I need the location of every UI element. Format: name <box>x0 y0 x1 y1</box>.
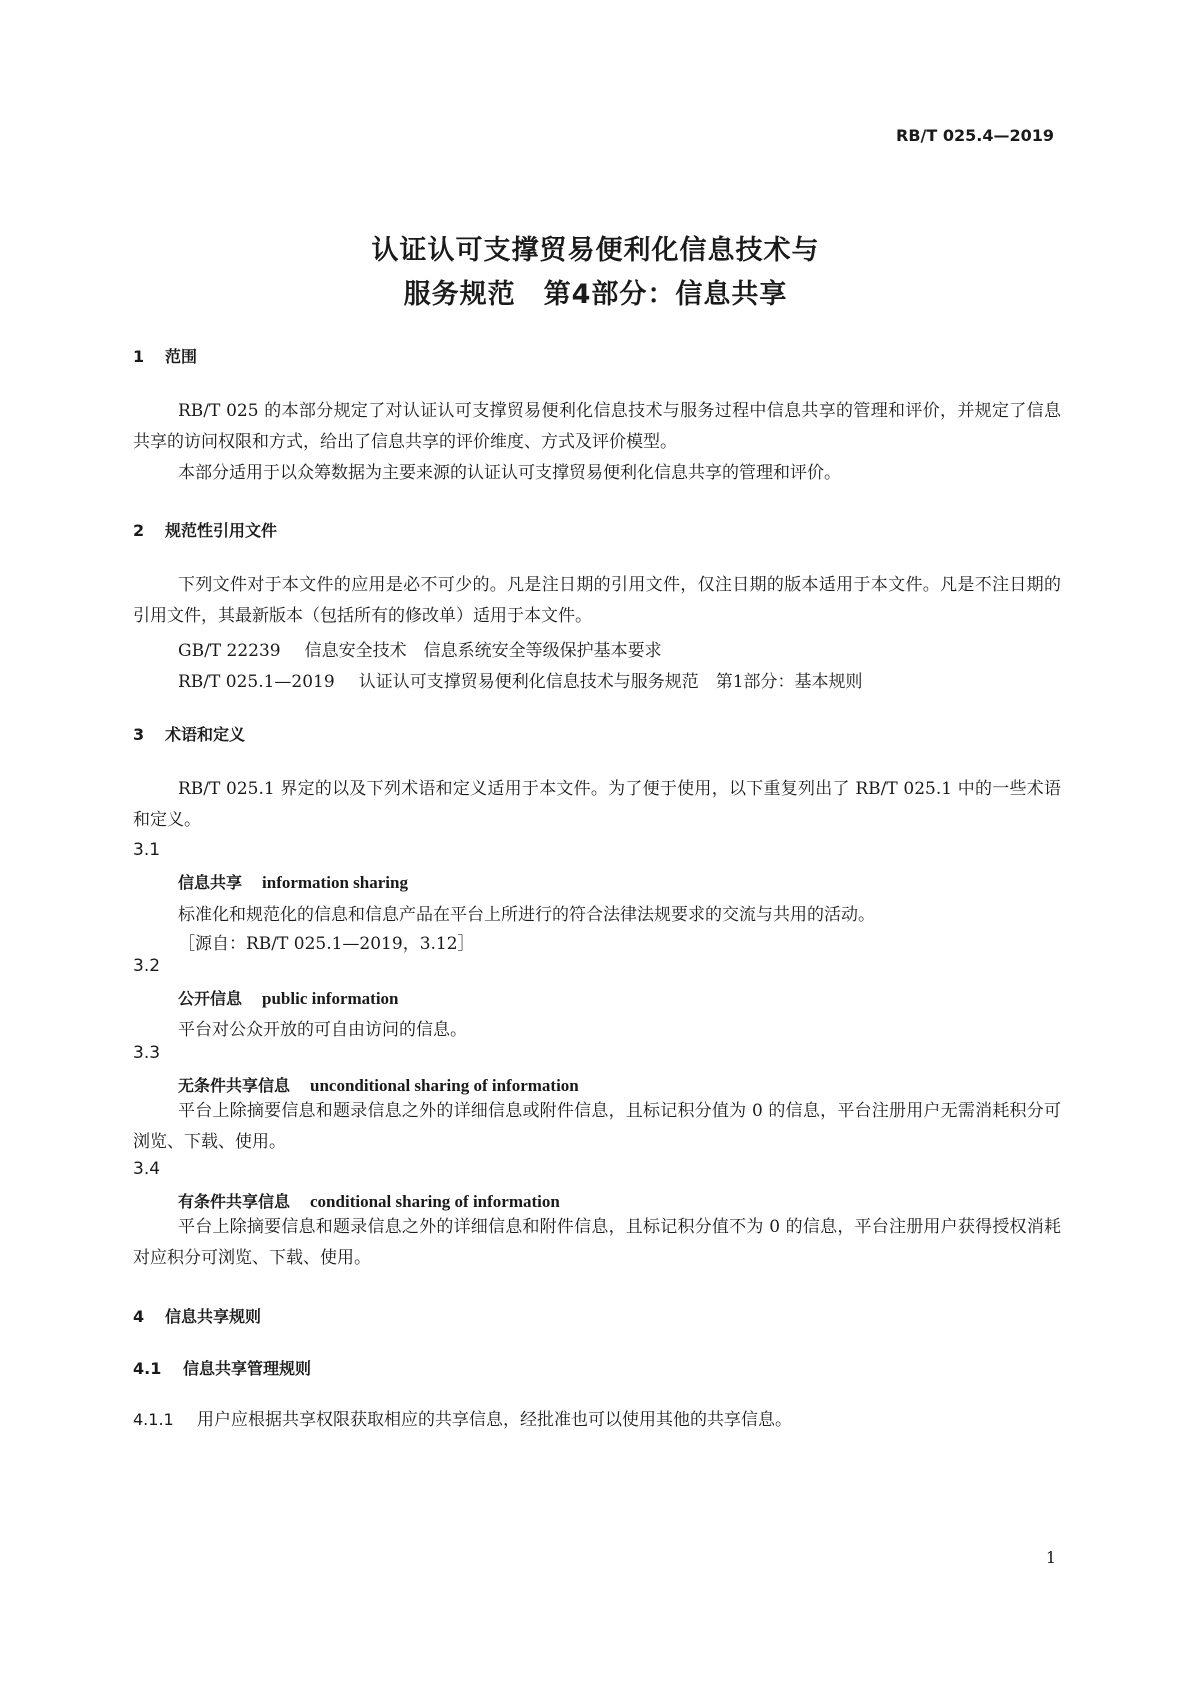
term-definition: 平台上除摘要信息和题录信息之外的详细信息或附件信息，且标记积分值为 0 的信息，平台注册用户无需消耗积分可浏览、下载、使用。 <box>133 1101 1061 1152</box>
section-title: 术语和定义 <box>165 725 246 744</box>
page-number: 1 <box>1045 1548 1056 1567</box>
reference-title: 信息安全技术 信息系统安全等级保护基本要求 <box>304 641 662 661</box>
section-3-heading <box>133 722 245 745</box>
section-number: 4 <box>133 1307 145 1326</box>
term-number: 3.2 <box>133 956 161 976</box>
normative-reference-1 <box>178 636 662 661</box>
section-number: 3 <box>133 725 145 744</box>
section-number: 4.1 <box>133 1359 162 1378</box>
document-title-line-1: 认证认可支撑贸易便利化信息技术与 <box>371 235 820 266</box>
section-4-1-heading <box>133 1356 311 1379</box>
term-english: conditional sharing of information <box>310 1192 560 1211</box>
section-number: 1 <box>133 347 145 366</box>
reference-code: GB/T 22239 <box>178 641 281 661</box>
section-title: 信息共享规则 <box>165 1307 262 1326</box>
section-3-paragraph-1: RB/T 025.1 界定的以及下列术语和定义适用于本文件。为了便于使用，以下重复列出了 RB/T 025.1 中的一些术语和定义。 <box>133 779 1061 830</box>
standard-code: RB/T 025.4—2019 <box>896 126 1054 145</box>
term-chinese: 无条件共享信息 <box>178 1076 291 1095</box>
term-number: 3.3 <box>133 1043 161 1063</box>
term-entry <box>178 1073 579 1096</box>
section-1-paragraph-1: RB/T 025 的本部分规定了对认证认可支撑贸易便利化信息技术与服务过程中信息共享的管理和评价，并规定了信息共享的访问权限和方式，给出了信息共享的评价维度、方式及评价模型。 <box>133 401 1061 452</box>
term-source: ［源自：RB/T 025.1—2019，3.12］ <box>178 934 475 954</box>
term-entry <box>178 986 399 1009</box>
clause-text: 用户应根据共享权限获取相应的共享信息，经批准也可以使用其他的共享信息。 <box>197 1410 792 1430</box>
term-english: public information <box>262 989 399 1008</box>
section-4-heading <box>133 1304 261 1327</box>
reference-code: RB/T 025.1—2019 <box>178 672 335 692</box>
document-title-line-2: 服务规范 第4部分：信息共享 <box>403 279 788 310</box>
term-chinese: 公开信息 <box>178 989 243 1008</box>
term-definition: 平台上除摘要信息和题录信息之外的详细信息和附件信息，且标记积分值不为 0 的信息，平台注册用户获得授权消耗对应积分可浏览、下载、使用。 <box>133 1217 1061 1268</box>
section-title: 规范性引用文件 <box>165 521 278 540</box>
term-number: 3.1 <box>133 840 161 860</box>
term-entry <box>178 1189 560 1212</box>
term-entry <box>178 870 408 893</box>
section-2-heading <box>133 518 277 541</box>
term-number: 3.4 <box>133 1159 161 1179</box>
section-title: 范围 <box>165 347 198 366</box>
clause-4-1-1 <box>133 1405 792 1430</box>
section-number: 2 <box>133 521 145 540</box>
term-definition: 标准化和规范化的信息和信息产品在平台上所进行的符合法律法规要求的交流与共用的活动。 <box>178 905 875 925</box>
term-chinese: 有条件共享信息 <box>178 1192 291 1211</box>
section-1-heading <box>133 344 197 367</box>
clause-number: 4.1.1 <box>133 1410 174 1429</box>
section-1-paragraph-2: 本部分适用于以众筹数据为主要来源的认证认可支撑贸易便利化信息共享的管理和评价。 <box>178 463 841 483</box>
section-title: 信息共享管理规则 <box>183 1359 312 1378</box>
term-chinese: 信息共享 <box>178 873 243 892</box>
term-english: information sharing <box>262 873 408 892</box>
term-definition: 平台对公众开放的可自由访问的信息。 <box>178 1020 467 1040</box>
term-english: unconditional sharing of information <box>310 1076 579 1095</box>
reference-title: 认证认可支撑贸易便利化信息技术与服务规范 第1部分：基本规则 <box>358 672 863 692</box>
normative-reference-2 <box>178 667 863 692</box>
section-2-paragraph-1: 下列文件对于本文件的应用是必不可少的。凡是注日期的引用文件，仅注日期的版本适用于本文件。凡是不注日期的引用文件，其最新版本（包括所有的修改单）适用于本文件。 <box>133 575 1061 626</box>
